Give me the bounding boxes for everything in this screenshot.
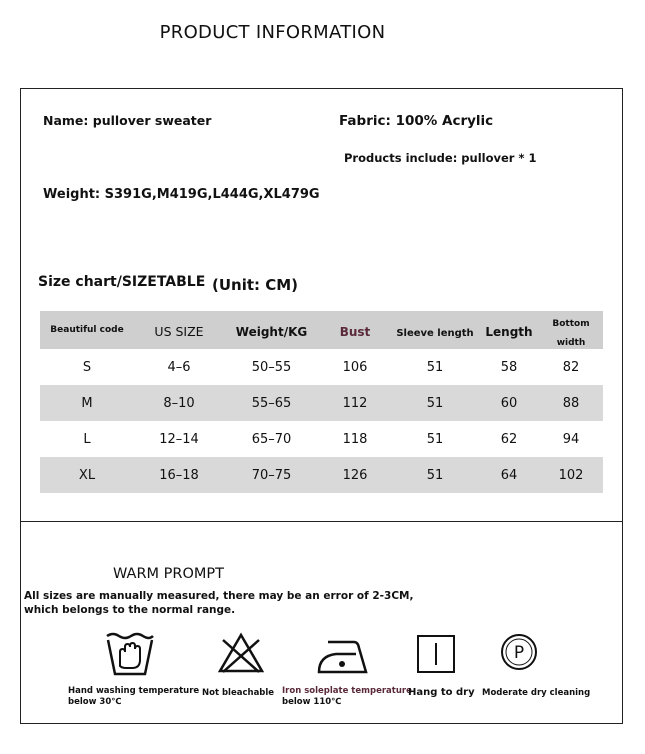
- size-chart-unit: (Unit: CM): [212, 276, 299, 294]
- table-row: [40, 457, 603, 493]
- iron-icon: [316, 636, 370, 676]
- table-cell: 16–18: [134, 457, 224, 493]
- table-cell: 4–6: [167, 359, 191, 375]
- table-cell: 55–65: [224, 385, 319, 421]
- size-chart-title: Size chart/SIZETABLE: [38, 274, 206, 290]
- care-hang-dry-label: Hang to dry: [408, 687, 475, 698]
- table-cell: 50–55: [251, 359, 292, 375]
- measurement-note: All sizes are manually measured, there may be an error of 2-3CM, which belongs to the normal range.: [24, 590, 414, 616]
- table-cell: 94: [562, 431, 580, 447]
- table-cell: 51: [391, 457, 479, 493]
- section-divider: [20, 521, 623, 522]
- care-hand-wash-label: Hand washing temperature below 30℃: [68, 686, 200, 707]
- table-cell: 126: [319, 457, 391, 493]
- table-cell: S: [82, 359, 92, 375]
- products-include: Products include: pullover * 1: [344, 151, 537, 165]
- care-iron-label: Iron soleplate temperature below 110℃: [282, 686, 412, 707]
- table-cell: M: [40, 385, 134, 421]
- svg-text:P: P: [513, 643, 525, 663]
- page-title: PRODUCT INFORMATION: [159, 22, 386, 43]
- table-cell: 51: [426, 359, 444, 375]
- table-cell: 102: [539, 457, 603, 493]
- hand-wash-icon: [104, 630, 156, 678]
- table-row: [40, 421, 603, 457]
- table-cell: 112: [319, 385, 391, 421]
- product-weight: Weight: S391G,M419G,L444G,XL479G: [43, 187, 320, 202]
- table-cell: L: [83, 431, 91, 447]
- table-cell: 51: [391, 385, 479, 421]
- table-cell: 118: [342, 431, 368, 447]
- care-dry-clean-label: Moderate dry cleaning: [482, 688, 591, 698]
- table-cell: 58: [500, 359, 518, 375]
- table-cell: 62: [500, 431, 518, 447]
- care-no-bleach-label: Not bleachable: [202, 688, 275, 698]
- header-weight: Weight/KG: [224, 311, 319, 349]
- size-table: [40, 311, 603, 493]
- table-cell: XL: [40, 457, 134, 493]
- header-beautiful-code: Beautiful code: [40, 311, 134, 349]
- header-bottom-width: Bottom width: [539, 311, 603, 349]
- header-bust: Bust: [319, 311, 391, 349]
- table-cell: 8–10: [134, 385, 224, 421]
- product-fabric: Fabric: 100% Acrylic: [339, 113, 494, 129]
- size-table-header: [40, 311, 603, 349]
- warm-prompt-title: WARM PROMPT: [113, 566, 225, 582]
- header-length: Length: [479, 311, 539, 349]
- table-cell: 12–14: [159, 431, 199, 447]
- product-name: Name: pullover sweater: [43, 113, 212, 128]
- table-cell: 60: [479, 385, 539, 421]
- no-bleach-icon: [217, 632, 265, 674]
- table-cell: 64: [479, 457, 539, 493]
- table-cell: 70–75: [224, 457, 319, 493]
- table-cell: 82: [562, 359, 580, 375]
- header-sleeve-length: Sleeve length: [391, 311, 479, 349]
- table-cell: 51: [426, 431, 444, 447]
- table-cell: 88: [539, 385, 603, 421]
- table-cell: 106: [342, 359, 368, 375]
- hang-dry-icon: [416, 634, 456, 674]
- dry-clean-icon: [499, 632, 539, 672]
- table-cell: 65–70: [251, 431, 292, 447]
- table-row: [40, 349, 603, 385]
- header-us-size: US SIZE: [134, 311, 224, 349]
- table-row: [40, 385, 603, 421]
